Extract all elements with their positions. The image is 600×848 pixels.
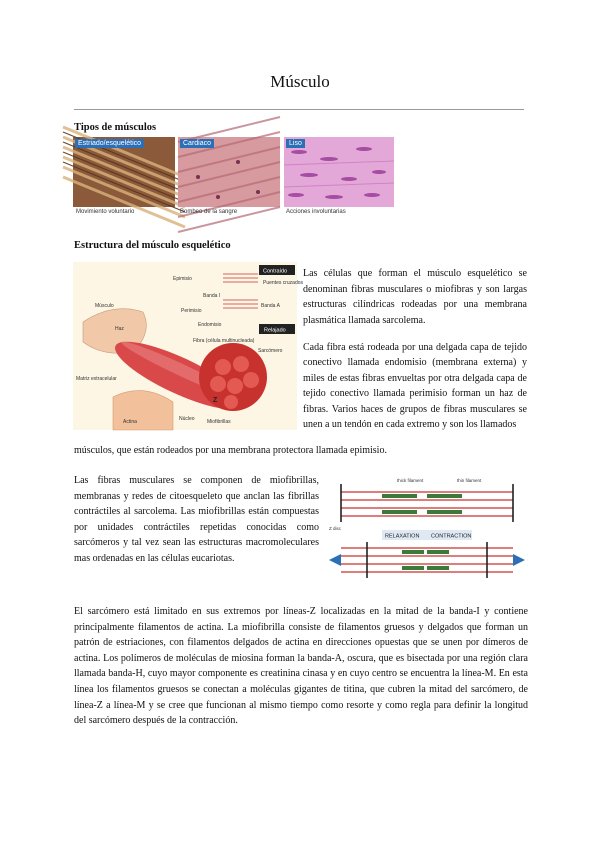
label-relajado: Relajado (264, 327, 286, 334)
label-thin-filament: thin filament (457, 478, 482, 483)
caption-smooth: Acciones involuntarias (286, 209, 346, 215)
page-title: Músculo (270, 72, 330, 91)
label-banda-a: Banda A (261, 303, 280, 309)
tile-label-smooth: Liso (286, 139, 305, 148)
label-z: Z (213, 397, 218, 404)
title-divider (74, 109, 524, 110)
skeletal-muscle-image (73, 137, 175, 207)
label-sarcomero: Sarcómero (258, 348, 283, 354)
label-thick-filament: thick filament (397, 478, 424, 483)
label-contraido: Contraído (263, 268, 288, 275)
label-miofibrillas: Miofibrillas (207, 419, 231, 425)
label-banda-i: Banda I (203, 293, 221, 299)
label-actina: Actina (123, 419, 137, 425)
tile-label-cardiac: Cardiaco (180, 139, 214, 148)
sarcomere-diagram (327, 470, 527, 582)
label-matriz: Matriz extracelular (76, 376, 117, 382)
section-heading-estructura: Estructura del músculo esquelético (74, 240, 231, 251)
label-perimisio: Perimisio (181, 308, 202, 314)
label-epimisio: Epimisio (173, 276, 192, 282)
cardiac-muscle-image (178, 137, 280, 207)
label-z-disc: Z disc (329, 526, 342, 531)
label-musculo: Músculo (95, 303, 114, 309)
paragraph-3: Las fibras musculares se componen de miofibrillas, membranas y redes de citoesqueleto que anclan las fibrillas contráctiles al sarcolema. Las miofibrillas están compuestas por unidades contráctiles repetidas conocidas como sarcómeros y tal vez sean las estructuras macromoleculares mas ordenadas en las células eucariotas. (74, 475, 319, 564)
label-endomisio: Endomisio (198, 322, 222, 328)
label-relaxation: RELAXATION (385, 533, 420, 540)
tile-label-skeletal: Estriado/esquelético (75, 139, 144, 148)
label-nucleo: Núcleo (179, 416, 195, 422)
label-contraction: CONTRACTION (431, 533, 472, 540)
label-haz: Haz (115, 326, 124, 332)
smooth-muscle-image (284, 137, 394, 207)
paragraph-4: El sarcómero está limitado en sus extremos por líneas-Z localizadas en la mitad de la banda-I y contiene principalmente filamentos de actina. La miofibrilla consiste de filamentos gruesos y delgados que forman un patrón de estriaciones, con filamentos delgados de actina en direcciones opuestas que se unen por dímeros de actina. Los polímeros de moléculas de miosina forman la banda-A, oscura, que es bisectada por una región clara llamada banda-H, cuyo mayor componente es creatinina cinasa y en cuyo centro se encuentra la línea-M. En esta línea los filamentos gruesos se conectan a moléculas gigantes de titina, que cubren la mitad del sarcómero, de línea-Z a línea-M y se cree que funcionan al mismo tiempo como resorte y como regla para definir la longitud del sarcómero después de la contracción. (74, 606, 528, 727)
section-heading-tipos: Tipos de músculos (74, 122, 157, 133)
caption-cardiac: Bombeo de la sangre (180, 209, 238, 215)
paragraph-2: Cada fibra está rodeada por una delgada capa de tejido conectivo llamada endomisio (membrana externa) y miles de estas fibras envueltas por otra delgada capa de tejido conectivo llamada perimisio forman un haz de fibras. Varios haces de grupos de fibras musculares se unen a un tendón en cada extremo y son los llamados (303, 342, 527, 431)
paragraph-1: Las células que forman el músculo esquelético se denominan fibras musculares o miofibras y son largas estructuras cilíndricas rodeadas por una membrana plasmática llamada sarcolema. (303, 268, 527, 326)
label-puentes: Puentes cruzados (263, 280, 304, 286)
caption-skeletal: Movimiento voluntario (76, 209, 135, 215)
muscle-structure-diagram (73, 262, 304, 430)
paragraph-2-continued: músculos, que están rodeados por una membrana protectora llamada epimisio. (74, 445, 387, 456)
label-fibra: Fibra (célula multinucleada) (193, 338, 255, 344)
